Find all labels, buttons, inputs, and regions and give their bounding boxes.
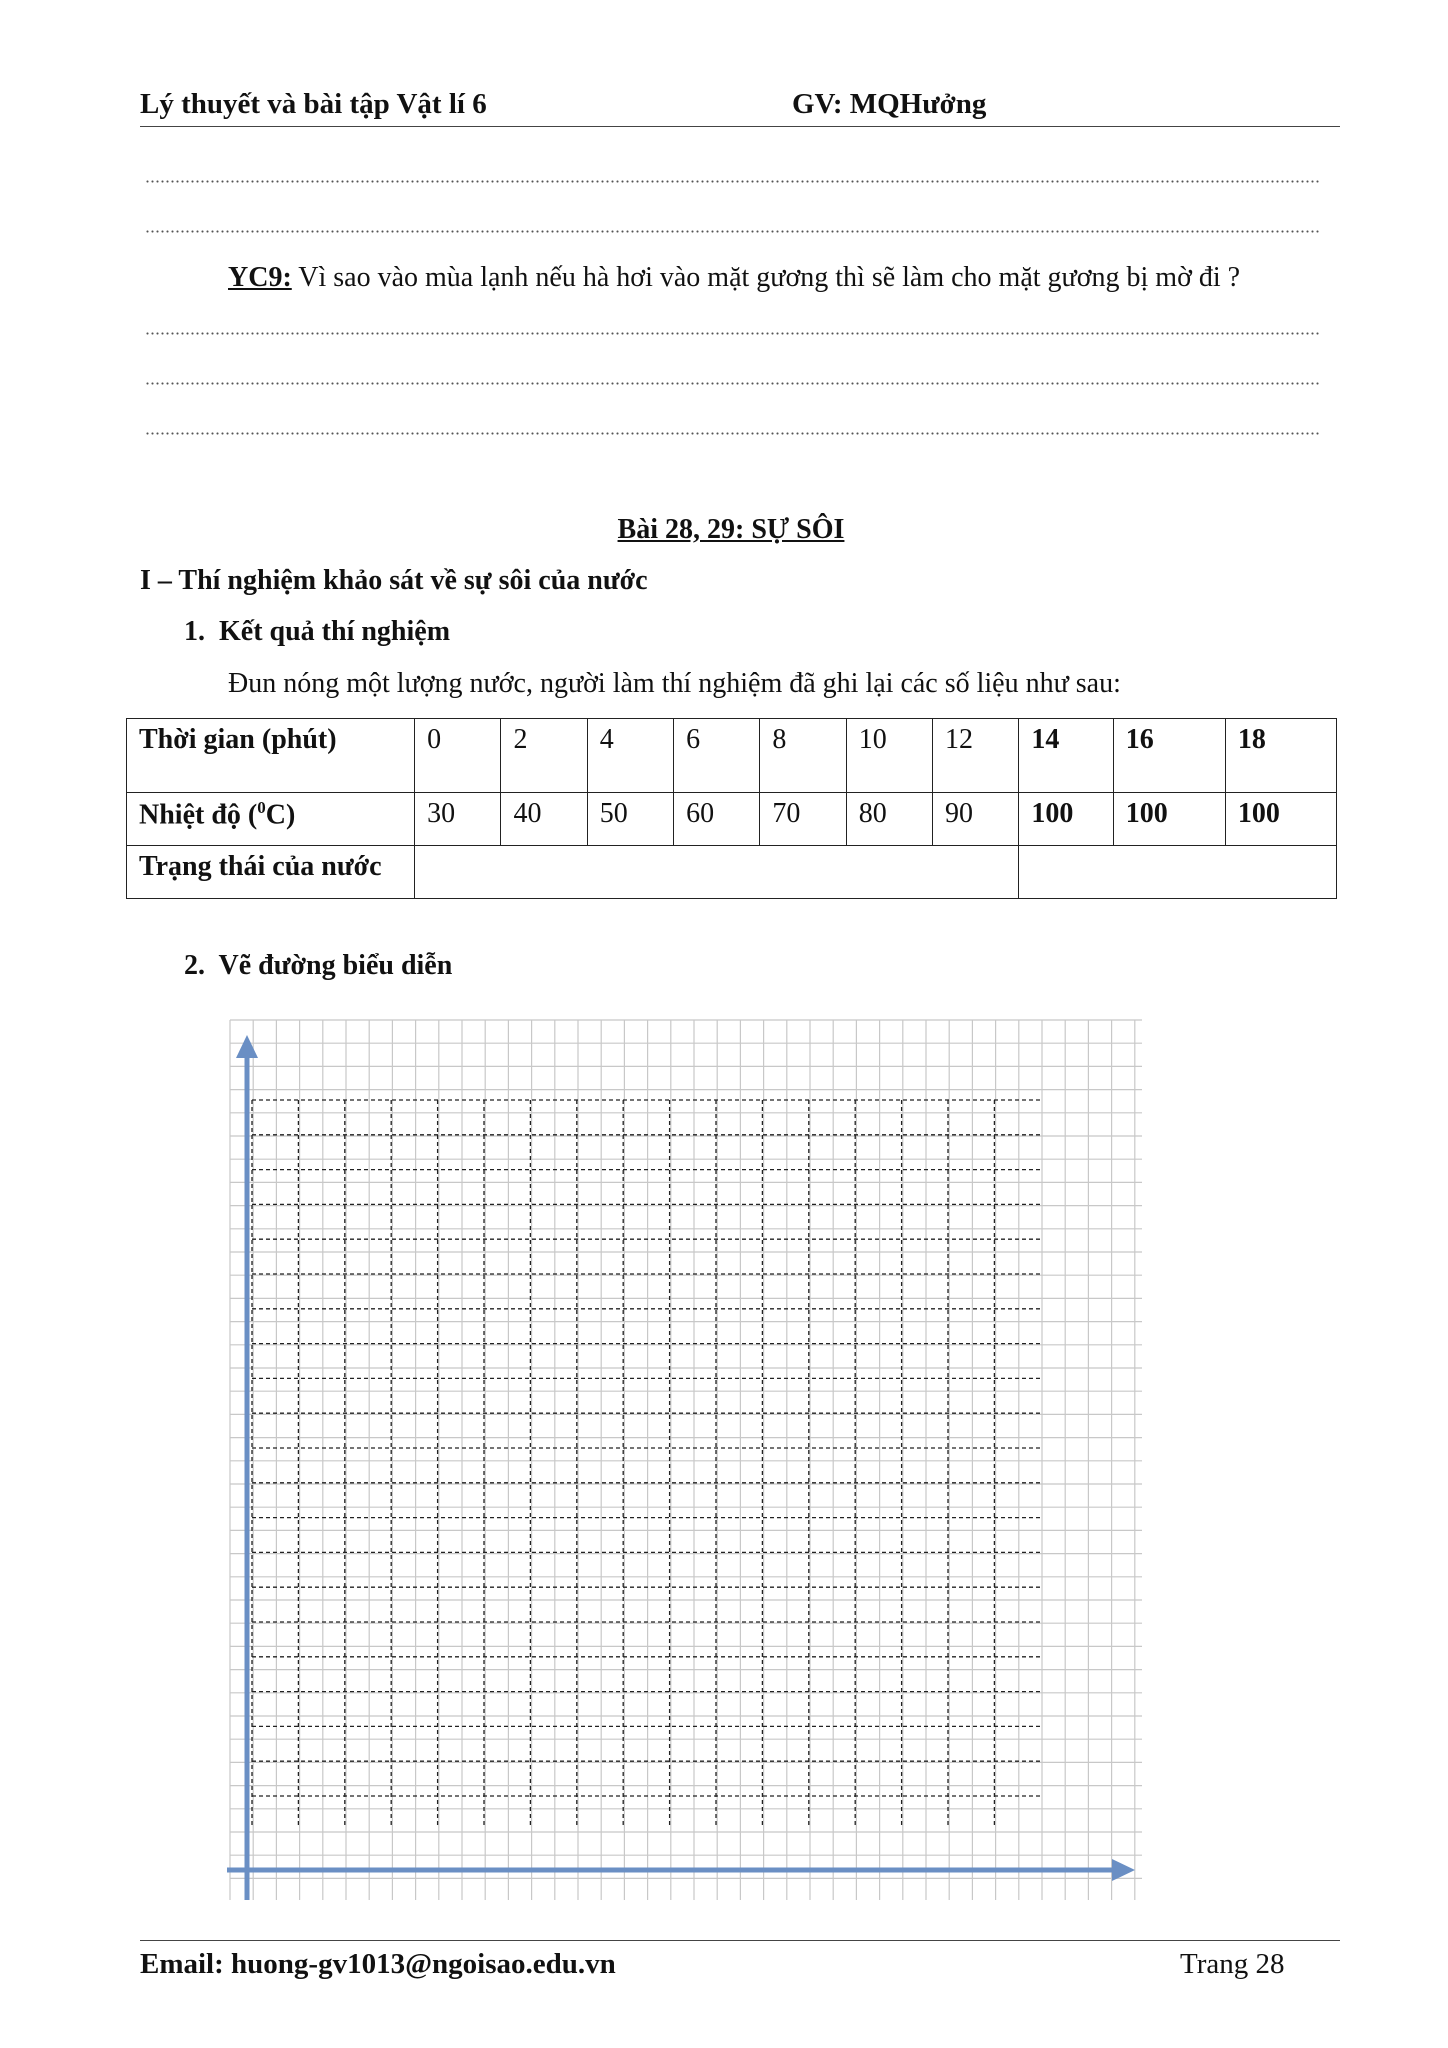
temp-cell: 100 <box>1019 793 1113 846</box>
dashed-grid <box>252 1100 1040 1828</box>
question-label: YC9: <box>228 262 292 293</box>
time-cell: 12 <box>933 719 1019 793</box>
time-cell: 4 <box>587 719 673 793</box>
axes <box>227 1035 1135 1900</box>
subsection-results: 1. Kết quả thí nghiệm <box>184 616 451 647</box>
row-label-time: Thời gian (phút) <box>127 719 415 793</box>
subsection-graph: 2. Vẽ đường biểu diễn <box>184 950 453 981</box>
temp-cell: 70 <box>760 793 846 846</box>
temp-cell: 60 <box>674 793 760 846</box>
temp-cell: 90 <box>933 793 1019 846</box>
temp-cell: 100 <box>1225 793 1336 846</box>
grid-lines <box>230 1020 1142 1900</box>
section-heading: I – Thí nghiệm khảo sát về sự sôi của nước <box>140 565 648 596</box>
time-cell: 10 <box>846 719 932 793</box>
temp-label-text: Nhiệt độ ( <box>139 799 258 831</box>
lesson-title: Bài 28, 29: SỰ SÔI <box>617 514 845 545</box>
intro-text: Đun nóng một lượng nước, người làm thí nghiệm đã ghi lại các số liệu như sau: <box>228 668 1121 699</box>
footer-email: Email: huong-gv1013@ngoisao.edu.vn <box>140 1948 616 1980</box>
row-label-state: Trạng thái của nước <box>127 846 415 899</box>
x-axis-arrow-icon <box>1112 1859 1135 1881</box>
time-cell: 18 <box>1225 719 1336 793</box>
time-cell: 2 <box>501 719 587 793</box>
temp-cell: 100 <box>1113 793 1225 846</box>
temp-cell: 50 <box>587 793 673 846</box>
y-axis-arrow-icon <box>236 1035 258 1058</box>
time-cell: 6 <box>674 719 760 793</box>
time-cell: 8 <box>760 719 846 793</box>
header-teacher: GV: MQHưởng <box>792 88 987 120</box>
footer-rule <box>140 1940 1340 1941</box>
header-title: Lý thuyết và bài tập Vật lí 6 <box>140 88 487 120</box>
temp-label-degree: 0 <box>257 798 266 817</box>
time-cell: 0 <box>415 719 501 793</box>
temp-cell: 40 <box>501 793 587 846</box>
time-cell: 16 <box>1113 719 1225 793</box>
time-cell: 14 <box>1019 719 1113 793</box>
temp-cell: 30 <box>415 793 501 846</box>
footer-page-number: Trang 28 <box>1180 1948 1285 1980</box>
temp-label-unit: C) <box>265 799 296 831</box>
question-text: Vì sao vào mùa lạnh nếu hà hơi vào mặt gương thì sẽ làm cho mặt gương bị mờ đi ? <box>291 262 1241 293</box>
temp-cell: 80 <box>846 793 932 846</box>
